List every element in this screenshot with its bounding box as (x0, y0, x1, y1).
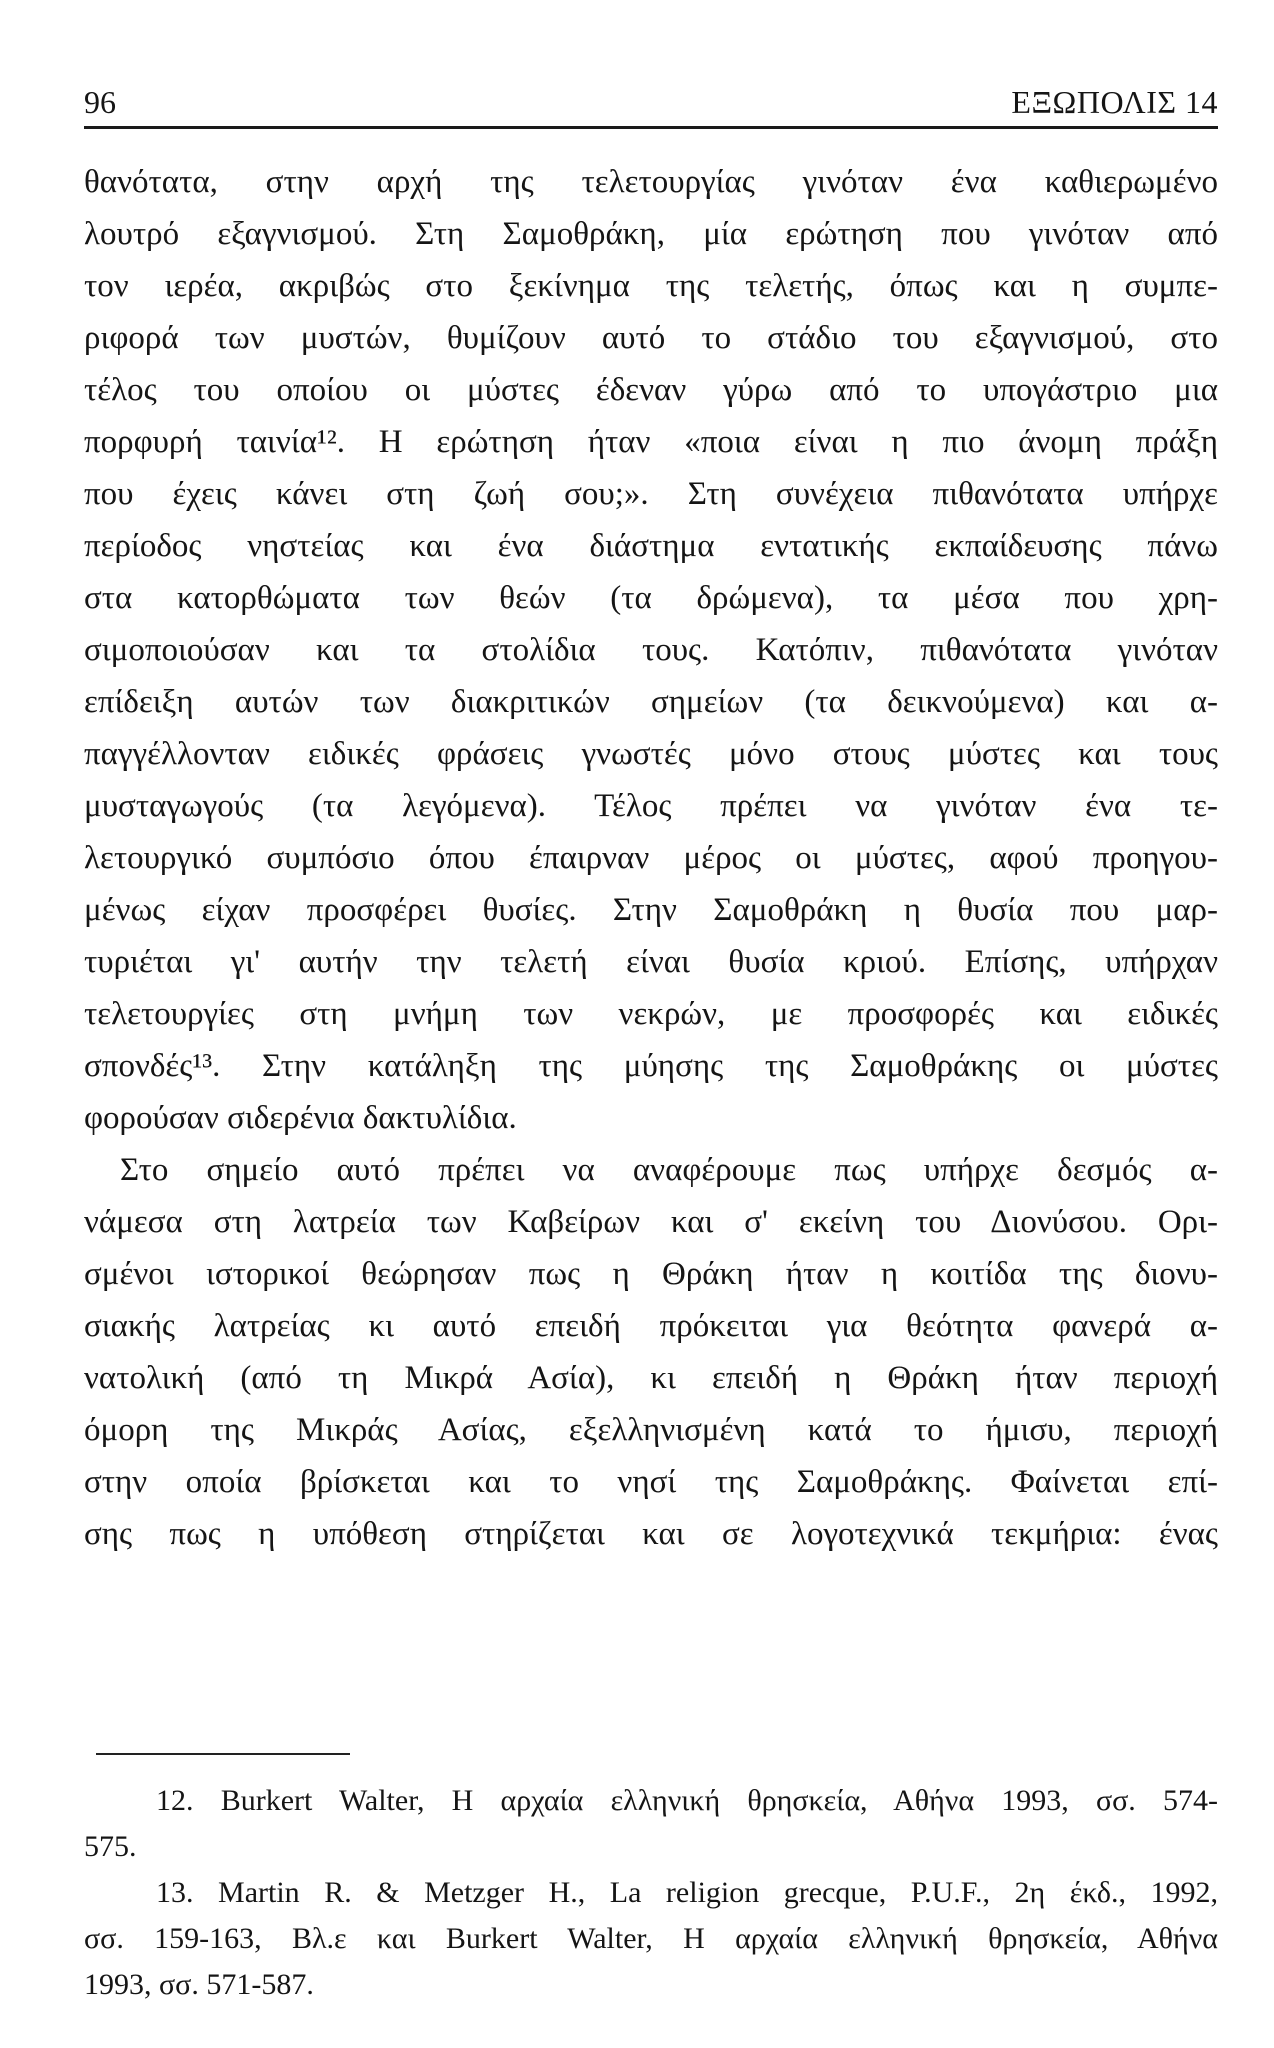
body-line: λετουργικό συμπόσιο όπου έπαιρναν μέρος οι μύστες, αφού προηγου- (84, 840, 1218, 876)
footnote-line: 1993, σσ. 571-587. (84, 1968, 314, 2001)
footnotes (84, 1778, 1218, 2008)
body-line: παγγέλλονταν ειδικές φράσεις γνωστές μόνο στους μύστες και τους (84, 736, 1218, 772)
body-line: μένως είχαν προσφέρει θυσίες. Στην Σαμοθράκη η θυσία που μαρ- (84, 892, 1218, 928)
body-line: νατολική (από τη Μικρά Ασία), κι επειδή η Θράκη ήταν περιοχή (84, 1360, 1218, 1396)
page-number: 96 (84, 84, 116, 120)
body-line: που έχεις κάνει στη ζωή σου;». Στη συνέχεια πιθανότατα υπήρχε (84, 476, 1218, 512)
footnote-line: 13. Martin R. & Metzger H., La religion grecque, P.U.F., 2η έκδ., 1992, (156, 1876, 1218, 1909)
body-line: τον ιερέα, ακριβώς στο ξεκίνημα της τελετής, όπως και η συμπε- (84, 268, 1218, 304)
body-line: σιακής λατρείας κι αυτό επειδή πρόκειται για θεότητα φανερά α- (84, 1308, 1218, 1344)
body-line: μυσταγωγούς (τα λεγόμενα). Τέλος πρέπει να γινόταν ένα τε- (84, 788, 1218, 824)
body-line: θανότατα, στην αρχή της τελετουργίας γινόταν ένα καθιερωμένο (84, 164, 1218, 200)
body-text (84, 156, 1218, 1560)
body-line: λουτρό εξαγνισμού. Στη Σαμοθράκη, μία ερώτηση που γινόταν από (84, 216, 1218, 252)
body-line: πορφυρή ταινία¹². Η ερώτηση ήταν «ποια είναι η πιο άνομη πράξη (84, 424, 1218, 460)
footnote-line: 575. (84, 1830, 137, 1863)
body-line: νάμεσα στη λατρεία των Καβείρων και σ' εκείνη του Διονύσου. Ορι- (84, 1204, 1218, 1240)
body-line: ριφορά των μυστών, θυμίζουν αυτό το στάδιο του εξαγνισμού, στο (84, 320, 1218, 356)
footnote-divider (96, 1753, 350, 1755)
body-line: επίδειξη αυτών των διακριτικών σημείων (τα δεικνούμενα) και α- (84, 684, 1218, 720)
body-line: τέλος του οποίου οι μύστες έδεναν γύρω από το υπογάστριο μια (84, 372, 1218, 408)
body-line: σμένοι ιστορικοί θεώρησαν πως η Θράκη ήταν η κοιτίδα της διονυ- (84, 1256, 1218, 1292)
body-line: σιμοποιούσαν και τα στολίδια τους. Κατόπιν, πιθανότατα γινόταν (84, 632, 1218, 668)
footnote-line: 12. Burkert Walter, Η αρχαία ελληνική θρησκεία, Αθήνα 1993, σσ. 574- (156, 1784, 1218, 1817)
body-line: στα κατορθώματα των θεών (τα δρώμενα), τα μέσα που χρη- (84, 580, 1218, 616)
footnote-line: σσ. 159-163, Βλ.ε και Burkert Walter, Η αρχαία ελληνική θρησκεία, Αθήνα (84, 1922, 1218, 1955)
page-header (84, 82, 1218, 129)
body-line: στην οποία βρίσκεται και το νησί της Σαμοθράκης. Φαίνεται επί- (84, 1464, 1218, 1500)
running-head: ΕΞΩΠΟΛΙΣ 14 (1011, 84, 1218, 120)
body-line: όμορη της Μικράς Ασίας, εξελληνισμένη κατά το ήμισυ, περιοχή (84, 1412, 1218, 1448)
body-line: τυριέται γι' αυτήν την τελετή είναι θυσία κριού. Επίσης, υπήρχαν (84, 944, 1218, 980)
body-line: φορούσαν σιδερένια δακτυλίδια. (84, 1100, 517, 1136)
body-line: περίοδος νηστείας και ένα διάστημα εντατικής εκπαίδευσης πάνω (84, 528, 1218, 564)
body-line: σπονδές¹³. Στην κατάληξη της μύησης της Σαμοθράκης οι μύστες (84, 1048, 1218, 1084)
body-line: σης πως η υπόθεση στηρίζεται και σε λογοτεχνικά τεκμήρια: ένας (84, 1516, 1218, 1552)
body-line: Στο σημείο αυτό πρέπει να αναφέρουμε πως υπήρχε δεσμός α- (120, 1152, 1218, 1188)
body-line: τελετουργίες στη μνήμη των νεκρών, με προσφορές και ειδικές (84, 996, 1218, 1032)
